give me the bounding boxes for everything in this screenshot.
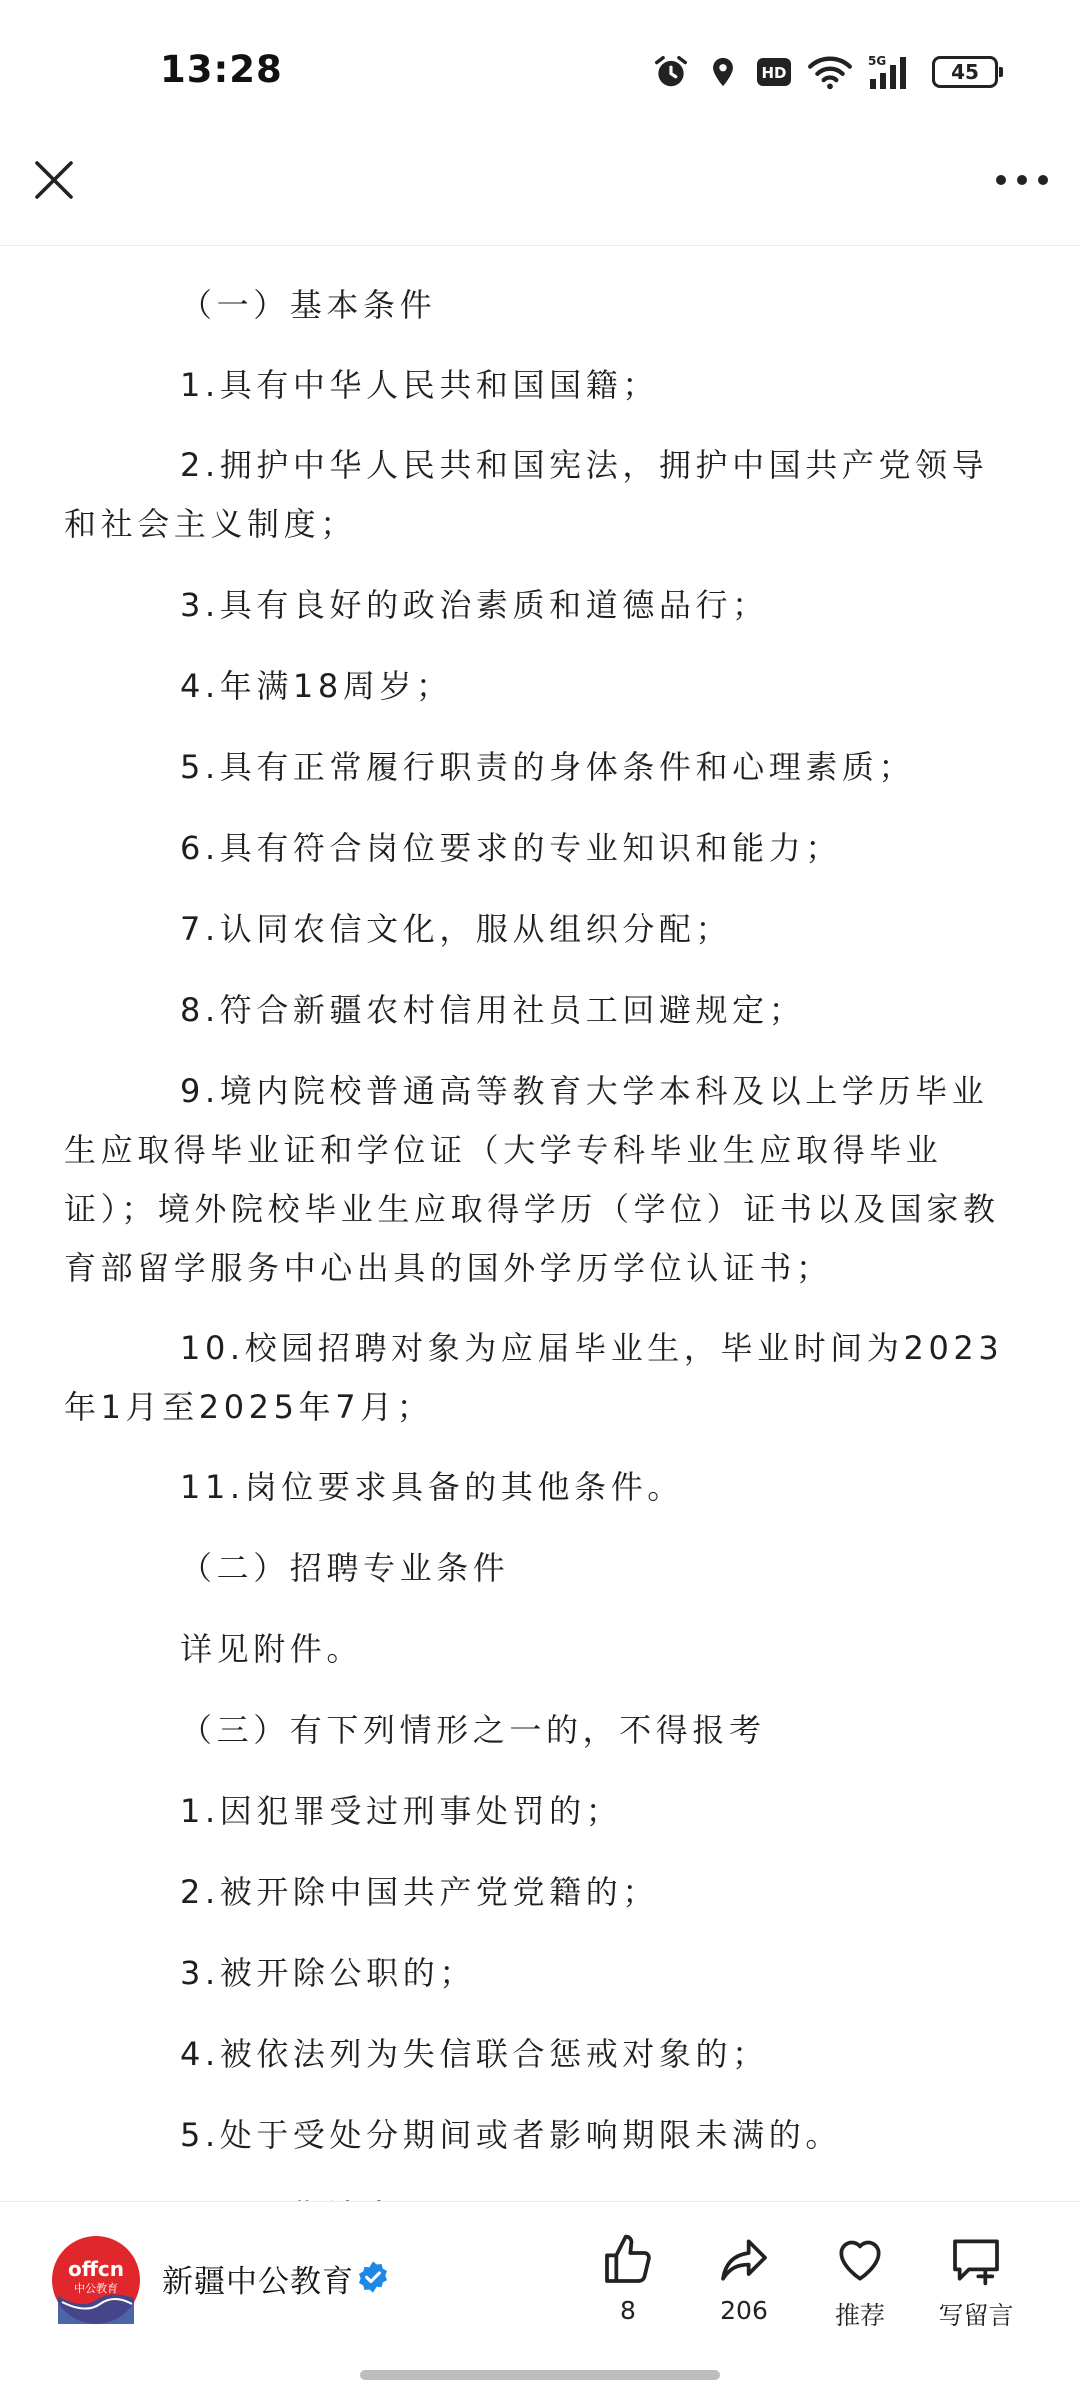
- svg-text:offcn: offcn: [67, 2257, 125, 2281]
- battery-indicator: 45: [932, 56, 998, 88]
- article-paragraph: 1.因犯罪受过刑事处罚的；: [180, 1792, 623, 1830]
- heart-icon: [832, 2232, 888, 2288]
- section-heading-exclusions: （三）有下列情形之一的，不得报考: [180, 1711, 766, 1749]
- close-button[interactable]: [28, 154, 80, 206]
- home-indicator[interactable]: [360, 2370, 720, 2380]
- article-paragraph: 2.拥护中华人民共和国宪法，拥护中国共产党领导和社会主义制度；: [64, 446, 989, 543]
- article-paragraph: 6.具有符合岗位要求的专业知识和能力；: [180, 829, 842, 867]
- status-bar: [0, 0, 1080, 140]
- like-count: 8: [620, 2296, 636, 2325]
- article-paragraph: 8.符合新疆农村信用社员工回避规定；: [180, 991, 806, 1029]
- article-paragraph: 10.校园招聘对象为应届毕业生，毕业时间为2023年1月至2025年7月；: [64, 1329, 1004, 1426]
- section-heading-major: （二）招聘专业条件: [180, 1549, 510, 1587]
- article-paragraph: 11.岗位要求具备的其他条件。: [180, 1468, 684, 1506]
- hd-icon: [756, 55, 792, 89]
- share-count: 206: [720, 2296, 768, 2325]
- verified-badge-icon: [356, 2260, 390, 2298]
- thumbs-up-icon: [600, 2232, 656, 2288]
- svg-text:中公教育: 中公教育: [74, 2282, 118, 2295]
- article-paragraph: 3.具有良好的政治素质和道德品行；: [180, 586, 769, 624]
- svg-text:HD: HD: [761, 64, 787, 82]
- recommend-button[interactable]: [810, 2232, 910, 2342]
- article-nav-bar: [0, 140, 1080, 246]
- 5g-signal-icon: [868, 53, 916, 91]
- write-comment-label: 写留言: [938, 2301, 1014, 2330]
- location-icon: [706, 53, 740, 91]
- alarm-icon: [652, 53, 690, 91]
- share-icon: [716, 2232, 772, 2288]
- article-paragraph: 详见附件。: [180, 1630, 364, 1668]
- article-paragraph: 7.认同农信文化，服从组织分配；: [180, 910, 733, 948]
- wifi-icon: [808, 54, 852, 90]
- article-paragraph: 2.被开除中国共产党党籍的；: [180, 1873, 659, 1911]
- account-name[interactable]: 新疆中公教育: [162, 2264, 354, 2300]
- close-icon: [33, 159, 75, 201]
- avatar[interactable]: [52, 2236, 140, 2324]
- article-paragraph: 3.被开除公职的；: [180, 1954, 476, 1992]
- article-paragraph: 4.被依法列为失信联合惩戒对象的；: [180, 2035, 769, 2073]
- status-icons: [652, 48, 998, 96]
- status-time: 13:28: [160, 48, 283, 91]
- article-paragraph: 5.具有正常履行职责的身体条件和心理素质；: [180, 748, 916, 786]
- more-options-button[interactable]: [992, 160, 1052, 200]
- article-paragraph: 5.处于受处分期间或者影响期限未满的。: [180, 2116, 842, 2154]
- article-bottom-bar: [0, 2201, 1080, 2352]
- article-body: [0, 246, 1080, 2201]
- comment-plus-icon: [948, 2232, 1004, 2288]
- article-paragraph: 4.年满18周岁；: [180, 667, 453, 705]
- section-heading-basic: （一）基本条件: [180, 286, 437, 324]
- svg-text:5G: 5G: [868, 54, 887, 68]
- like-button[interactable]: [578, 2232, 678, 2342]
- write-comment-button[interactable]: [926, 2232, 1026, 2342]
- article-paragraph: 9.境内院校普通高等教育大学本科及以上学历毕业生应取得毕业证和学位证（大学专科毕业生应取得毕业证）；境外院校毕业生应取得学历（学位）证书以及国家教育部留学服务中心出具的国外学历学位认证书；: [64, 1072, 1000, 1287]
- recommend-label: 推荐: [834, 2301, 885, 2330]
- article-paragraph: 1.具有中华人民共和国国籍；: [180, 366, 659, 404]
- share-button[interactable]: [694, 2232, 794, 2342]
- more-icon: [995, 173, 1049, 187]
